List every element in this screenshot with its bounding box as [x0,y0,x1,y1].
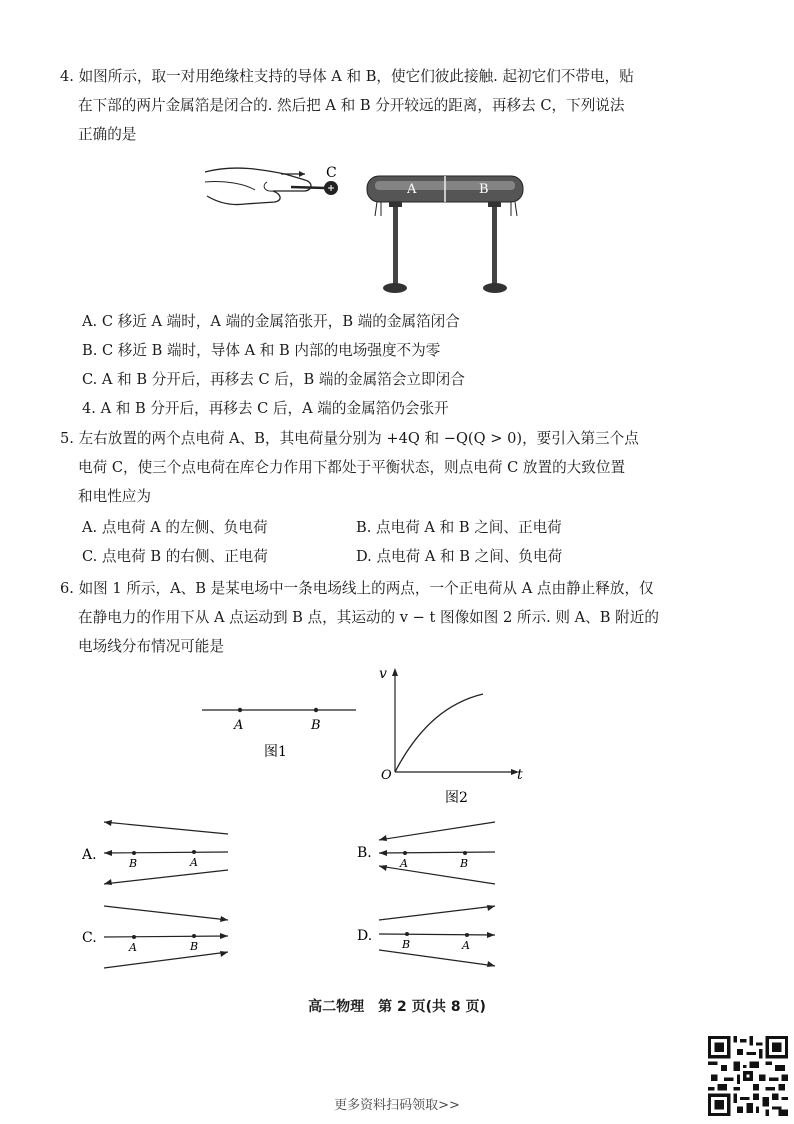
label-t: t [517,767,523,783]
choice-letter: C. [82,930,97,946]
label-o: O [381,768,392,783]
point-label-right: A [190,856,198,869]
page-footer: 高二物理 第 2 页(共 8 页) [308,999,486,1015]
q4-option-b: B. C 移近 B 端时，导体 A 和 B 内部的电场强度不为零 [82,342,441,359]
label-c: C [326,165,337,181]
q4-option-c: C. A 和 B 分开后，再移去 C 后，B 端的金属箔会立即闭合 [82,371,465,388]
figure-2 [375,662,535,812]
stand-a [393,202,398,284]
choice-letter: A. [82,847,97,863]
point-label-right: B [190,940,199,953]
stem-line: 4. 如图所示，取一对用绝缘柱支持的导体 A 和 B，使它们彼此接触. 起初它们不带电，贴 [60,68,634,85]
stem-line: 6. 如图 1 所示，A、B 是某电场中一条电场线上的两点，一个正电荷从 A 点由静止释放，仅 [60,580,654,597]
question-5-stem [60,424,680,511]
point-label-left: B [402,938,411,951]
label-b: B [311,718,321,733]
figure-2-caption: 图2 [445,790,468,806]
label-b: B [479,182,489,197]
more-resources-link[interactable]: 更多资料扫码领取>> [334,1098,460,1113]
stem-line: 在静电力的作用下从 A 点运动到 B 点，其运动的 v − t 图像如图 2 所示. 则 A、B 附近的 [78,609,659,626]
choice-d-field [357,896,517,976]
stand-b [492,202,497,284]
label-a: A [407,182,417,197]
choice-a-field [82,812,242,892]
stem-line: 电场线分布情况可能是 [78,638,224,655]
point-a [238,708,242,712]
question-4-stem [60,62,680,149]
insulating-rod [291,187,325,188]
choice-c-field [82,896,242,976]
qr-code-icon[interactable] [708,1036,788,1116]
question-6-stem [60,574,680,661]
stem-line: 正确的是 [78,126,137,143]
point-label-right: B [460,857,469,870]
figure-1-caption: 图1 [264,744,287,760]
q5-option-c: C. 点电荷 B 的右侧、正电荷 [82,548,268,565]
q5-option-b: B. 点电荷 A 和 B 之间、正电荷 [356,519,562,536]
q4-option-d: 4. A 和 B 分开后，再移去 C 后，A 端的金属箔仍会张开 [82,400,449,417]
stem-line: 在下部的两片金属箔是闭合的. 然后把 A 和 B 分开较远的距离，再移去 C，下列说法 [78,97,625,114]
figure-1 [198,696,363,766]
choice-letter: D. [357,928,373,944]
point-label-left: A [400,857,408,870]
q4-figure [195,160,555,300]
point-label-right: A [462,939,470,952]
v-t-curve [395,694,483,772]
q5-option-a: A. 点电荷 A 的左侧、负电荷 [82,519,268,536]
stem-line: 5. 左右放置的两个点电荷 A、B，其电荷量分别为 +4Q 和 −Q(Q > 0)，要引入第三个点 [60,430,639,447]
q4-option-a: A. C 移近 A 端时，A 端的金属箔张开，B 端的金属箔闭合 [82,313,460,330]
stem-line: 电荷 C，使三个点电荷在库仑力作用下都处于平衡状态，则点电荷 C 放置的大致位置 [78,459,626,476]
point-label-left: B [129,857,138,870]
q5-option-d: D. 点电荷 A 和 B 之间、负电荷 [356,548,563,565]
point-b [314,708,318,712]
label-v: v [379,666,387,682]
label-a: A [234,718,244,733]
choice-letter: B. [357,845,372,861]
point-label-left: A [129,941,137,954]
stem-line: 和电性应为 [78,488,151,505]
choice-b-field [357,812,517,892]
